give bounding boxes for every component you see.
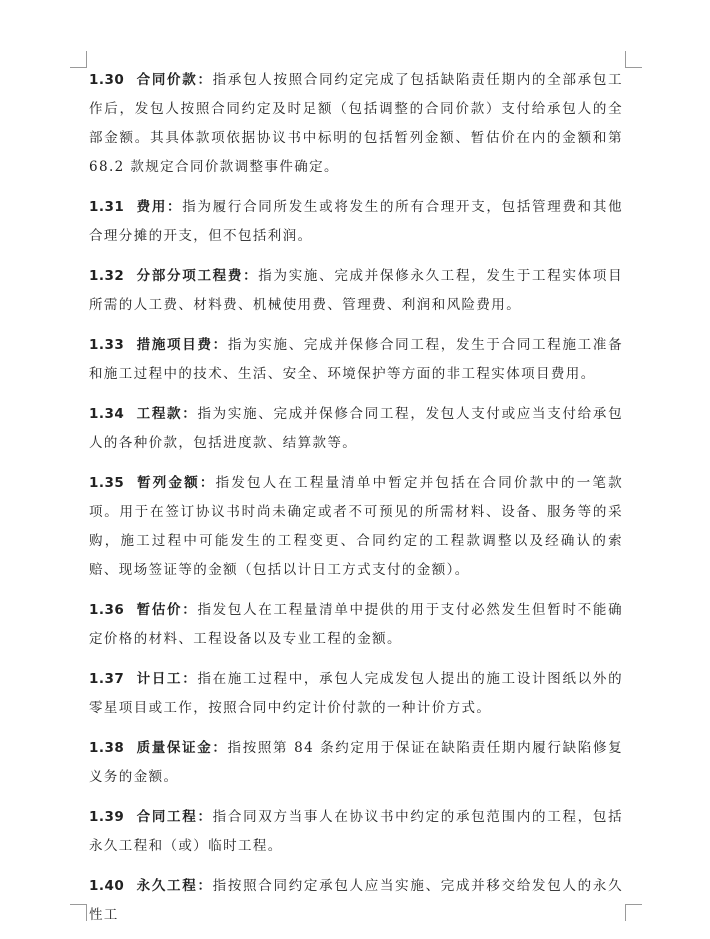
clause-separator: ： bbox=[182, 602, 198, 618]
clause-1-34 bbox=[89, 400, 623, 458]
clause-text: 指为履行合同所发生或将发生的所有合理开支，包括管理费和其他合理分摊的开支，但不包括利润。 bbox=[89, 199, 623, 244]
clause-text: 指为实施、完成并保修永久工程，发生于工程实体项目所需的人工费、材料费、机械使用费、管理费、利润和风险费用。 bbox=[89, 268, 623, 313]
clause-separator: ： bbox=[212, 337, 228, 353]
clause-1-36 bbox=[89, 596, 623, 654]
clause-separator: ： bbox=[197, 878, 213, 894]
clause-text: 指承包人按照合同约定完成了包括缺陷责任期内的全部承包工作后，发包人按照合同约定及时足额（包括调整的合同价款）支付给承包人的全部金额。其具体款项依据协议书中标明的包括暂列金额、暂估价在内的金额和第 68.2 款规定合同价款调整事件确定。 bbox=[89, 72, 623, 175]
clause-number: 1.38 bbox=[89, 740, 125, 756]
clause-term: 质量保证金 bbox=[136, 740, 213, 756]
clause-text: 指合同双方当事人在协议书中约定的承包范围内的工程，包括永久工程和（或）临时工程。 bbox=[89, 809, 623, 854]
clause-number: 1.32 bbox=[89, 268, 125, 284]
clause-number: 1.34 bbox=[89, 406, 125, 422]
clause-number: 1.30 bbox=[89, 72, 125, 88]
clause-term: 合同价款 bbox=[136, 72, 198, 88]
crop-mark-bottom-left bbox=[70, 904, 87, 921]
clause-text: 指为实施、完成并保修合同工程，发生于合同工程施工准备和施工过程中的技术、生活、安全、环境保护等方面的非工程实体项目费用。 bbox=[89, 337, 624, 382]
clause-text: 指为实施、完成并保修合同工程，发包人支付或应当支付给承包人的各种价款，包括进度款、结算款等。 bbox=[89, 406, 623, 451]
clause-number: 1.39 bbox=[89, 809, 125, 825]
clause-1-40 bbox=[89, 872, 623, 930]
clause-1-39 bbox=[89, 803, 623, 861]
clause-number: 1.33 bbox=[89, 337, 125, 353]
clause-term: 工程款 bbox=[136, 406, 183, 422]
clause-number: 1.36 bbox=[89, 602, 125, 618]
clause-1-38 bbox=[89, 734, 623, 792]
clause-number: 1.40 bbox=[89, 878, 125, 894]
clause-term: 分部分项工程费 bbox=[136, 268, 244, 284]
clause-term: 永久工程 bbox=[136, 878, 198, 894]
clause-1-35 bbox=[89, 469, 623, 585]
clause-term: 合同工程 bbox=[136, 809, 198, 825]
clause-1-30 bbox=[89, 66, 623, 182]
clause-term: 费用 bbox=[136, 199, 168, 215]
clause-separator: ： bbox=[182, 406, 198, 422]
clause-1-33 bbox=[89, 331, 623, 389]
crop-mark-top-right bbox=[625, 51, 642, 68]
clause-separator: ： bbox=[197, 809, 213, 825]
crop-mark-top-left bbox=[70, 51, 87, 68]
clause-1-31 bbox=[89, 193, 623, 251]
clause-1-32 bbox=[89, 262, 623, 320]
crop-mark-bottom-right bbox=[625, 904, 642, 921]
clause-separator: ： bbox=[197, 72, 213, 88]
clause-text: 指按照第 84 条约定用于保证在缺陷责任期内履行缺陷修复义务的金额。 bbox=[89, 740, 624, 785]
clause-separator: ： bbox=[199, 475, 216, 491]
clause-number: 1.35 bbox=[89, 475, 125, 491]
clause-text: 指发包人在工程量清单中暂定并包括在合同价款中的一笔款项。用于在签订协议书时尚未确定或者不可预见的所需材料、设备、服务等的采购，施工过程中可能发生的工程变更、合同约定的工程款调整以及经确认的索赔、现场签证等的金额（包括以计日工方式支付的金额）。 bbox=[89, 475, 623, 578]
document-body bbox=[89, 66, 624, 923]
clause-number: 1.31 bbox=[89, 199, 125, 215]
clause-text: 指发包人在工程量清单中提供的用于支付必然发生但暂时不能确定价格的材料、工程设备以及专业工程的金额。 bbox=[89, 602, 623, 647]
clause-separator: ： bbox=[182, 671, 198, 687]
clause-term: 暂列金额 bbox=[136, 475, 200, 491]
clause-number: 1.37 bbox=[89, 671, 125, 687]
clause-term: 措施项目费 bbox=[136, 337, 213, 353]
clause-separator: ： bbox=[243, 268, 259, 284]
clause-1-37 bbox=[89, 665, 623, 723]
clause-term: 暂估价 bbox=[136, 602, 183, 618]
clause-separator: ： bbox=[167, 199, 183, 215]
clause-term: 计日工 bbox=[136, 671, 183, 687]
clause-text: 指按照合同约定承包人应当实施、完成并移交给发包人的永久性工 bbox=[89, 878, 623, 923]
clause-separator: ： bbox=[212, 740, 228, 756]
clause-text: 指在施工过程中，承包人完成发包人提出的施工设计图纸以外的零星项目或工作，按照合同中约定计价付款的一种计价方式。 bbox=[89, 671, 623, 716]
